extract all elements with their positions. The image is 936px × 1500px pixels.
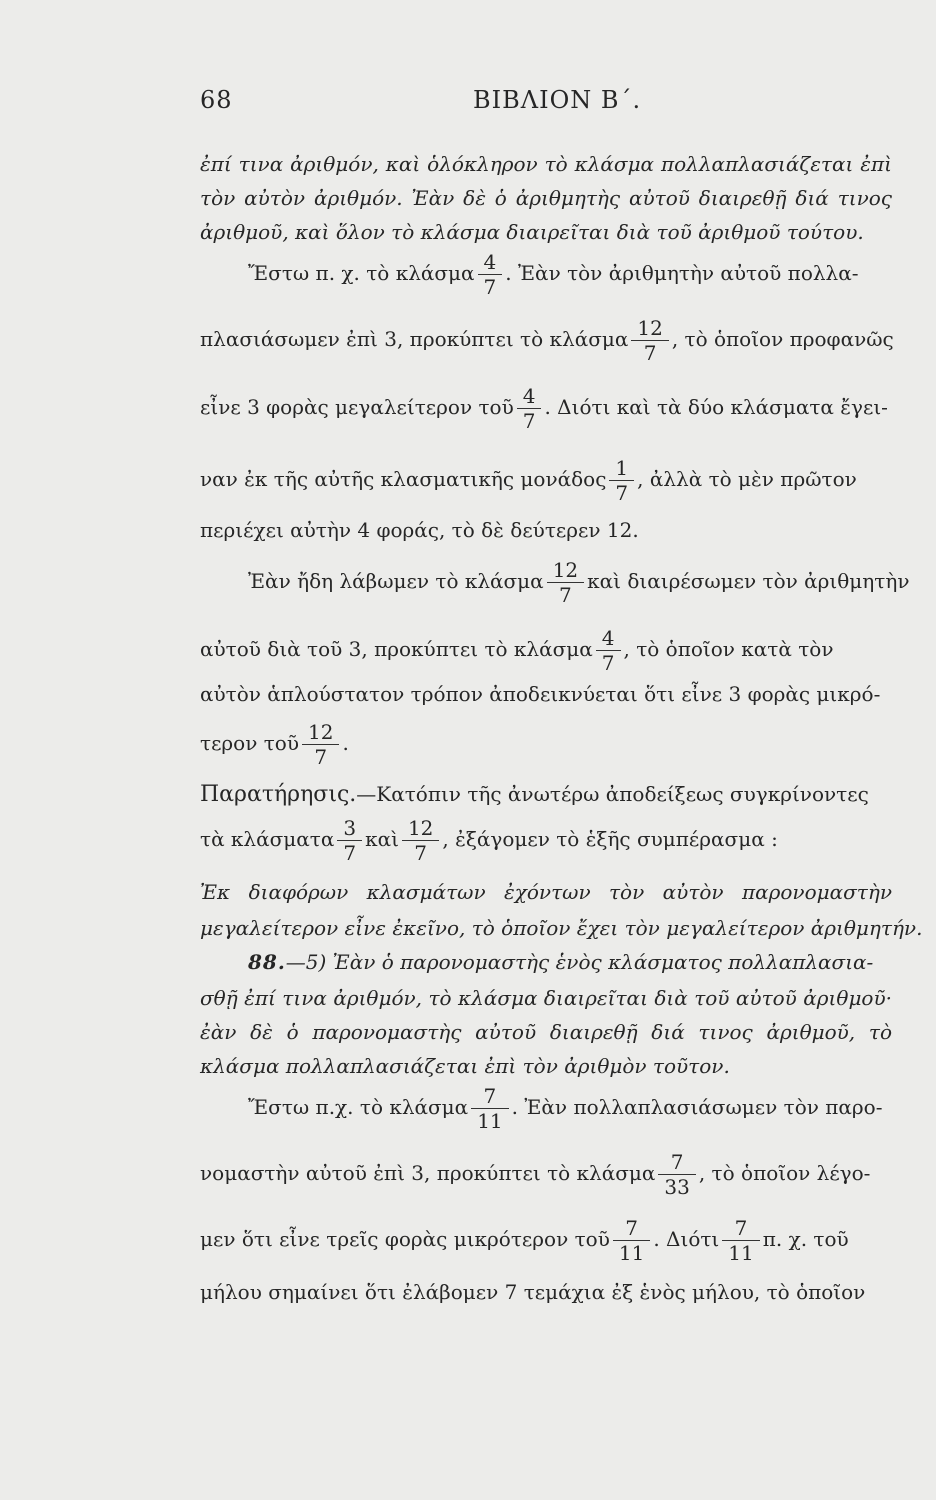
text-line: τὸν αὐτὸν ἀριθμόν. Ἐὰν δὲ ὁ ἀριθμητὴς αὐτοῦ διαιρεθῇ διά τινος — [200, 186, 892, 210]
text-line: μήλου σημαίνει ὅτι ἐλάβομεν 7 τεμάχια ἐξ ἑνὸς μήλου, τὸ ὁποῖον — [200, 1280, 866, 1304]
text-line: Ἔστω π. χ. τὸ κλάσμα $\frac{4}{7}$ . Ἐὰν τὸν ἀριθμητὴν αὐτοῦ πολλα- — [248, 250, 859, 299]
fraction: $\frac{12}{7}$ — [402, 816, 439, 865]
fraction: $\frac{12}{7}$ — [631, 316, 668, 365]
fraction: $\frac{12}{7}$ — [547, 558, 584, 607]
fraction: $\frac{7}{11}$ — [613, 1216, 650, 1265]
fraction: $\frac{1}{7}$ — [609, 456, 634, 505]
text-line: ἐπί τινα ἀριθμόν, καὶ ὁλόκληρον τὸ κλάσμα πολλαπλασιάζεται ἐπὶ — [200, 152, 892, 176]
text-line: σθῇ ἐπί τινα ἀριθμόν, τὸ κλάσμα διαιρεῖται διὰ τοῦ αὐτοῦ ἀριθμοῦ· — [200, 986, 892, 1010]
observation-heading: Παρατήρησις. — [200, 782, 357, 807]
fraction: $\frac{12}{7}$ — [302, 720, 339, 769]
text-line: Παρατήρησις.—Κατόπιν τῆς ἀνωτέρω ἀποδείξεως συγκρίνοντες — [200, 782, 869, 807]
page-header — [200, 86, 890, 120]
fraction: $\frac{7}{11}$ — [722, 1216, 759, 1265]
text-line: πλασιάσωμεν ἐπὶ 3, προκύπτει τὸ κλάσμα $\frac{12}{7}$ , τὸ ὁποῖον προφανῶς — [200, 316, 894, 365]
fraction: $\frac{4}{7}$ — [596, 626, 621, 675]
text-line: τὰ κλάσματα $\frac{3}{7}$ καὶ $\frac{12}{7}$ , ἐξάγομεν τὸ ἑξῆς συμπέρασμα : — [200, 816, 778, 865]
text-line: τερον τοῦ $\frac{12}{7}$ . — [200, 720, 349, 769]
fraction: $\frac{4}{7}$ — [517, 384, 542, 433]
running-title: ΒΙΒΛΙΟΝ Β΄. — [473, 86, 642, 114]
section-number: 88. — [248, 950, 286, 974]
fraction: $\frac{7}{33}$ — [658, 1150, 695, 1199]
text-line: νομαστὴν αὐτοῦ ἐπὶ 3, προκύπτει τὸ κλάσμα $\frac{7}{33}$ , τὸ ὁποῖον λέγο- — [200, 1150, 871, 1199]
text-line: μεγαλείτερον εἶνε ἐκεῖνο, τὸ ὁποῖον ἔχει τὸν μεγαλείτερον ἀριθμητήν. — [200, 916, 923, 940]
fraction: $\frac{7}{11}$ — [471, 1084, 508, 1133]
text-line: ναν ἐκ τῆς αὐτῆς κλασματικῆς μονάδος $\frac{1}{7}$ , ἀλλὰ τὸ μὲν πρῶτον — [200, 456, 857, 505]
text-line: Ἔστω π.χ. τὸ κλάσμα $\frac{7}{11}$ . Ἐὰν πολλαπλασιάσωμεν τὸν παρο- — [248, 1084, 883, 1133]
fraction: $\frac{3}{7}$ — [337, 816, 362, 865]
text-line: μεν ὅτι εἶνε τρεῖς φορὰς μικρότερον τοῦ $\frac{7}{11}$ . Διότι $\frac{7}{11}$ π. χ. τοῦ — [200, 1216, 849, 1265]
text-line: Ἐὰν ἤδη λάβωμεν τὸ κλάσμα $\frac{12}{7}$ καὶ διαιρέσωμεν τὸν ἀριθμητὴν — [248, 558, 910, 607]
text-line: περιέχει αὐτὴν 4 φοράς, τὸ δὲ δεύτερεν 12. — [200, 518, 639, 542]
text-line: Ἐκ διαφόρων κλασμάτων ἐχόντων τὸν αὐτὸν παρονομαστὴν — [200, 880, 892, 904]
text-line: εἶνε 3 φορὰς μεγαλείτερον τοῦ $\frac{4}{7}$ . Διότι καὶ τὰ δύο κλάσματα ἔγει- — [200, 384, 888, 433]
text-line: ἐὰν δὲ ὁ παρονομαστὴς αὐτοῦ διαιρεθῇ διά τινος ἀριθμοῦ, τὸ — [200, 1020, 892, 1044]
text-line: αὐτοῦ διὰ τοῦ 3, προκύπτει τὸ κλάσμα $\frac{4}{7}$ , τὸ ὁποῖον κατὰ τὸν — [200, 626, 834, 675]
page-number: 68 — [200, 86, 233, 114]
fraction: $\frac{4}{7}$ — [478, 250, 503, 299]
text-line: ἀριθμοῦ, καὶ ὅλον τὸ κλάσμα διαιρεῖται διὰ τοῦ ἀριθμοῦ τούτου. — [200, 220, 864, 244]
text-line: κλάσμα πολλαπλασιάζεται ἐπὶ τὸν ἀριθμὸν τοῦτον. — [200, 1054, 730, 1078]
text-line: αὐτὸν ἁπλούστατον τρόπον ἀποδεικνύεται ὅτι εἶνε 3 φορὰς μικρό- — [200, 682, 881, 706]
text-line: 88.—5) Ἐὰν ὁ παρονομαστὴς ἑνὸς κλάσματος πολλαπλασια- — [248, 950, 874, 974]
